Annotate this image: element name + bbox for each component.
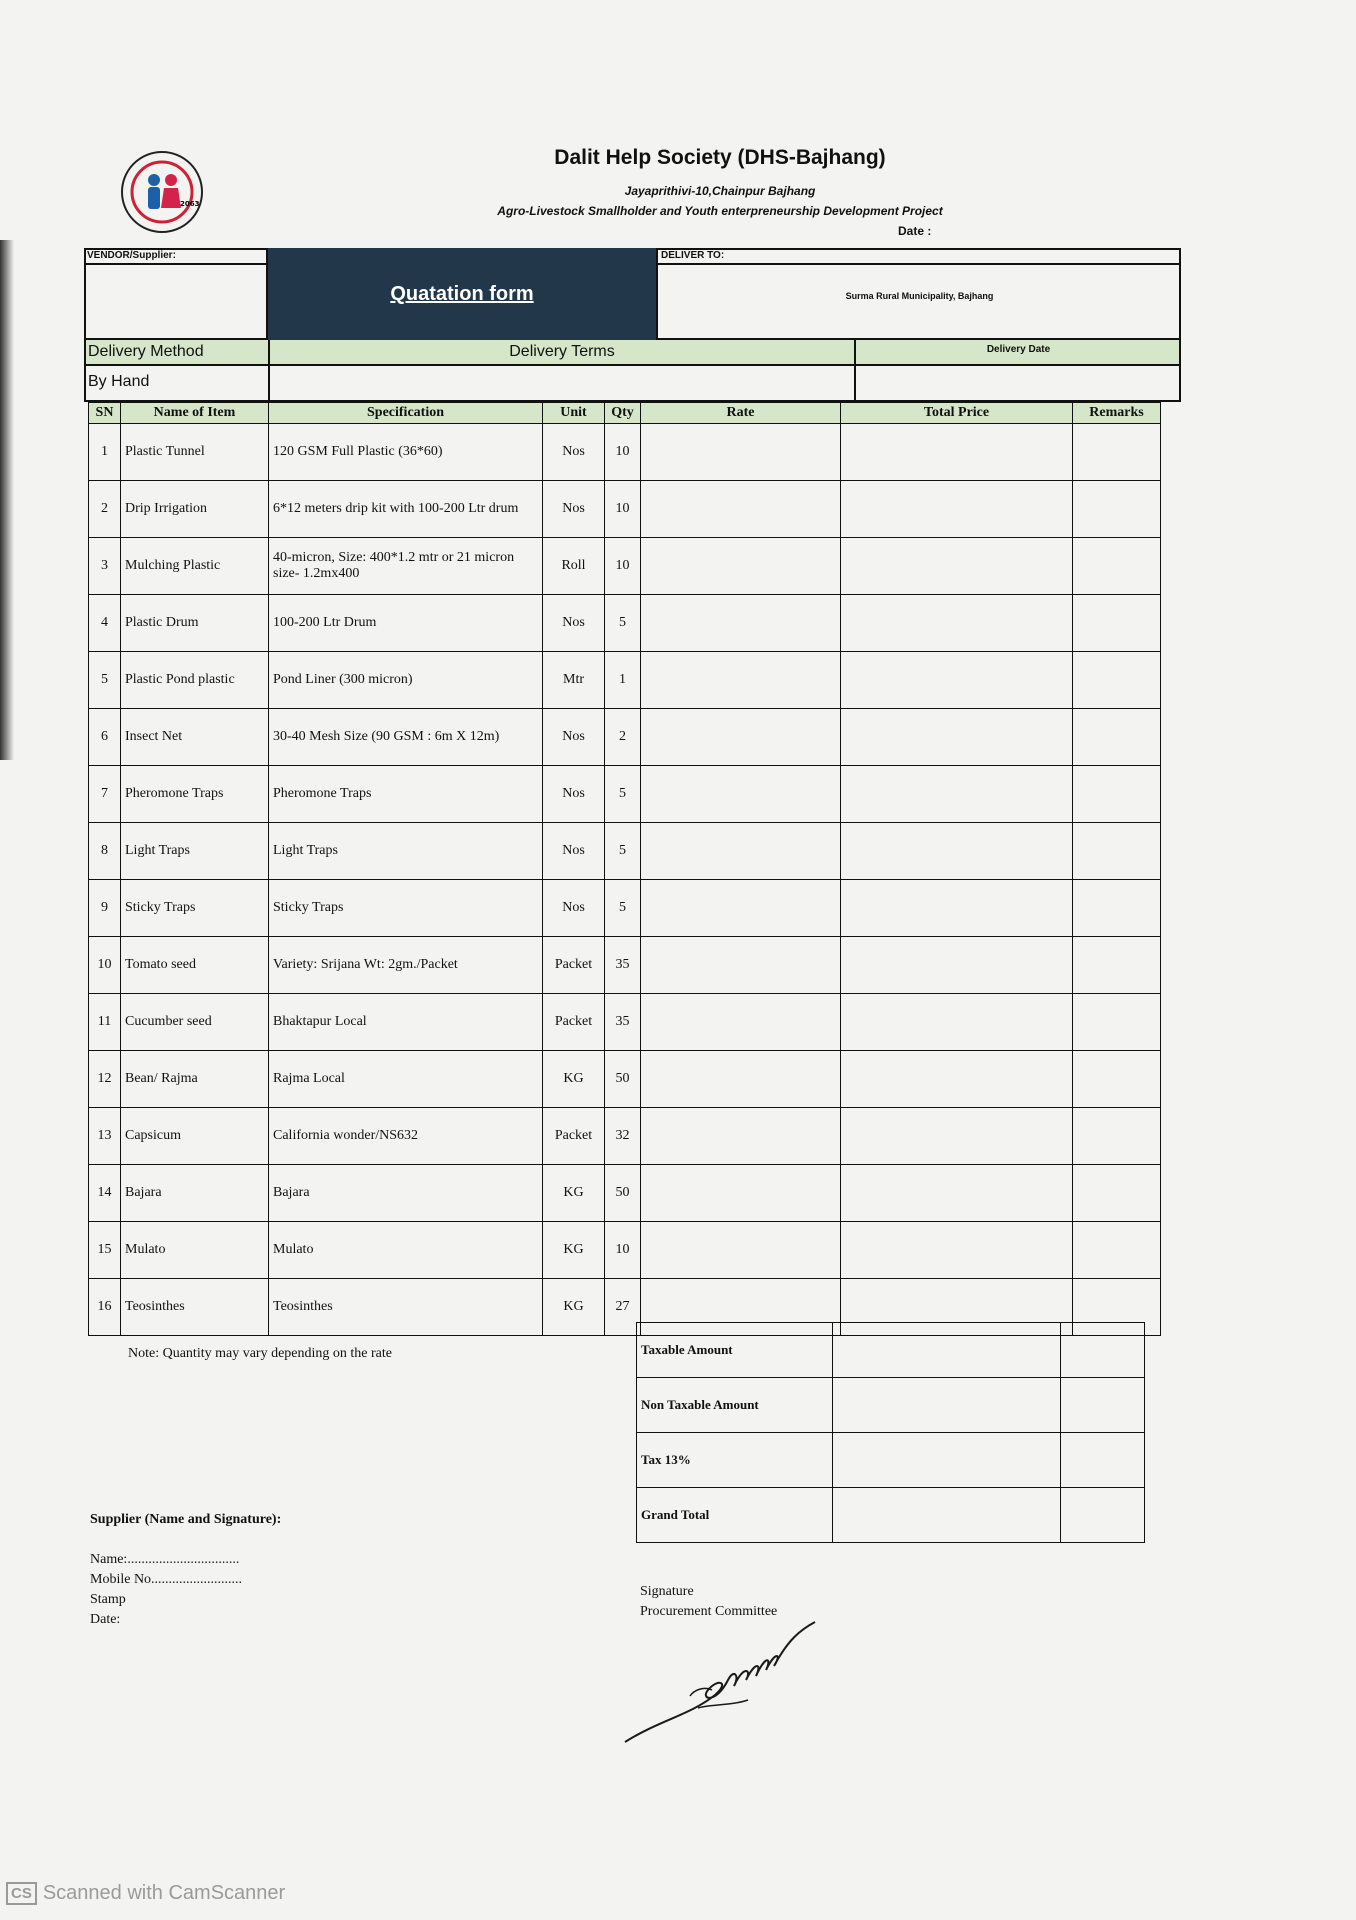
form-title-band — [268, 248, 656, 340]
item-total[interactable] — [841, 1051, 1073, 1108]
items-table — [88, 402, 1161, 1336]
item-sn: 10 — [89, 937, 121, 994]
item-unit: Nos — [543, 766, 605, 823]
item-rate[interactable] — [641, 595, 841, 652]
item-unit: Nos — [543, 709, 605, 766]
totals-value[interactable] — [833, 1378, 1061, 1433]
item-rate[interactable] — [641, 766, 841, 823]
item-unit: Nos — [543, 595, 605, 652]
item-spec: 100-200 Ltr Drum — [269, 595, 543, 652]
totals-extra — [1061, 1488, 1145, 1543]
item-name: Plastic Pond plastic — [121, 652, 269, 709]
item-qty: 32 — [605, 1108, 641, 1165]
item-sn: 12 — [89, 1051, 121, 1108]
item-qty: 2 — [605, 709, 641, 766]
item-rate[interactable] — [641, 424, 841, 481]
table-row — [89, 1165, 1161, 1222]
item-name: Insect Net — [121, 709, 269, 766]
item-name: Tomato seed — [121, 937, 269, 994]
table-row — [89, 652, 1161, 709]
camscanner-logo-icon: CS — [6, 1882, 37, 1905]
camscanner-text: Scanned with CamScanner — [42, 1882, 286, 1904]
table-row — [89, 709, 1161, 766]
item-qty: 10 — [605, 538, 641, 595]
item-unit: KG — [543, 1165, 605, 1222]
table-row — [89, 595, 1161, 652]
signature-label: Signature — [640, 1584, 694, 1599]
item-spec: Rajma Local — [269, 1051, 543, 1108]
item-unit: Nos — [543, 424, 605, 481]
item-name: Teosinthes — [121, 1279, 269, 1336]
delivery-value-row — [84, 366, 1181, 402]
procurement-committee-label: Procurement Committee — [640, 1604, 778, 1619]
item-qty: 5 — [605, 595, 641, 652]
item-rate[interactable] — [641, 538, 841, 595]
item-qty: 5 — [605, 823, 641, 880]
item-sn: 4 — [89, 595, 121, 652]
item-unit: KG — [543, 1222, 605, 1279]
camscanner-watermark — [6, 1882, 285, 1905]
item-qty: 35 — [605, 994, 641, 1051]
item-spec: Pond Liner (300 micron) — [269, 652, 543, 709]
item-total[interactable] — [841, 823, 1073, 880]
table-row — [89, 880, 1161, 937]
item-unit: Nos — [543, 880, 605, 937]
item-unit: Packet — [543, 994, 605, 1051]
table-row — [89, 994, 1161, 1051]
totals-row — [637, 1433, 1145, 1488]
org-name: Dalit Help Society (DHS-Bajhang) — [554, 146, 886, 169]
item-qty: 10 — [605, 1222, 641, 1279]
item-sn: 8 — [89, 823, 121, 880]
item-remarks[interactable] — [1073, 1222, 1161, 1279]
delivery-method-label: Delivery Method — [88, 343, 204, 360]
item-sn: 2 — [89, 481, 121, 538]
item-spec: 30-40 Mesh Size (90 GSM : 6m X 12m) — [269, 709, 543, 766]
col-rate: Rate — [641, 403, 841, 424]
col-qty: Qty — [605, 403, 641, 424]
totals-row — [637, 1378, 1145, 1433]
item-name: Bajara — [121, 1165, 269, 1222]
totals-label: Taxable Amount — [637, 1323, 833, 1378]
item-unit: KG — [543, 1051, 605, 1108]
item-unit: Roll — [543, 538, 605, 595]
col-remarks: Remarks — [1073, 403, 1161, 424]
item-total[interactable] — [841, 1108, 1073, 1165]
item-rate[interactable] — [641, 1108, 841, 1165]
item-total[interactable] — [841, 1222, 1073, 1279]
item-name: Mulching Plastic — [121, 538, 269, 595]
item-sn: 16 — [89, 1279, 121, 1336]
supplier-stamp-field: Stamp — [90, 1592, 126, 1607]
svg-text:2063: 2063 — [180, 200, 200, 208]
item-name: Pheromone Traps — [121, 766, 269, 823]
item-spec: Light Traps — [269, 823, 543, 880]
item-name: Capsicum — [121, 1108, 269, 1165]
totals-label: Grand Total — [637, 1488, 833, 1543]
delivery-terms-label: Delivery Terms — [509, 343, 615, 360]
item-spec: Pheromone Traps — [269, 766, 543, 823]
item-remarks[interactable] — [1073, 595, 1161, 652]
item-sn: 3 — [89, 538, 121, 595]
item-spec: 6*12 meters drip kit with 100-200 Ltr drum — [269, 481, 543, 538]
item-total[interactable] — [841, 538, 1073, 595]
col-spec: Specification — [269, 403, 543, 424]
totals-label: Non Taxable Amount — [637, 1378, 833, 1433]
item-total[interactable] — [841, 766, 1073, 823]
col-name: Name of Item — [121, 403, 269, 424]
item-remarks[interactable] — [1073, 652, 1161, 709]
item-name: Sticky Traps — [121, 880, 269, 937]
table-header-row — [89, 403, 1161, 424]
item-remarks[interactable] — [1073, 481, 1161, 538]
item-remarks[interactable] — [1073, 880, 1161, 937]
item-spec: Bhaktapur Local — [269, 994, 543, 1051]
item-qty: 1 — [605, 652, 641, 709]
col-total: Total Price — [841, 403, 1073, 424]
item-remarks[interactable] — [1073, 994, 1161, 1051]
deliver-to-cell — [656, 248, 1181, 340]
item-rate[interactable] — [641, 1222, 841, 1279]
item-remarks[interactable] — [1073, 1108, 1161, 1165]
item-name: Cucumber seed — [121, 994, 269, 1051]
totals-extra — [1061, 1323, 1145, 1378]
scan-edge-shadow — [0, 240, 14, 760]
item-name: Plastic Drum — [121, 595, 269, 652]
item-unit: Mtr — [543, 652, 605, 709]
item-sn: 5 — [89, 652, 121, 709]
form-title: Quatation form — [390, 282, 534, 305]
item-name: Plastic Tunnel — [121, 424, 269, 481]
deliver-to-label: DELIVER TO: — [658, 248, 1181, 265]
item-total[interactable] — [841, 595, 1073, 652]
item-rate[interactable] — [641, 994, 841, 1051]
col-unit: Unit — [543, 403, 605, 424]
totals-label: Tax 13% — [637, 1433, 833, 1488]
project-name: Agro-Livestock Smallholder and Youth enterpreneurship Development Project — [497, 204, 943, 218]
item-rate[interactable] — [641, 880, 841, 937]
item-unit: Packet — [543, 1108, 605, 1165]
totals-value[interactable] — [833, 1488, 1061, 1543]
date-label: Date : — [898, 224, 932, 238]
delivery-date-label: Delivery Date — [986, 344, 1051, 355]
totals-value[interactable] — [833, 1323, 1061, 1378]
item-spec: Mulato — [269, 1222, 543, 1279]
item-total[interactable] — [841, 424, 1073, 481]
table-row — [89, 1051, 1161, 1108]
table-row — [89, 424, 1161, 481]
table-row — [89, 481, 1161, 538]
item-remarks[interactable] — [1073, 1165, 1161, 1222]
table-row — [89, 538, 1161, 595]
item-qty: 35 — [605, 937, 641, 994]
vendor-cell — [84, 248, 268, 340]
item-total[interactable] — [841, 937, 1073, 994]
item-rate[interactable] — [641, 1165, 841, 1222]
item-total[interactable] — [841, 880, 1073, 937]
supplier-date-field: Date: — [90, 1612, 121, 1627]
item-qty: 10 — [605, 481, 641, 538]
item-sn: 14 — [89, 1165, 121, 1222]
item-name: Bean/ Rajma — [121, 1051, 269, 1108]
item-total[interactable] — [841, 481, 1073, 538]
item-remarks[interactable] — [1073, 766, 1161, 823]
item-spec: California wonder/NS632 — [269, 1108, 543, 1165]
item-total[interactable] — [841, 652, 1073, 709]
table-row — [89, 1108, 1161, 1165]
item-remarks[interactable] — [1073, 823, 1161, 880]
org-address: Jayaprithivi-10,Chainpur Bajhang — [624, 184, 816, 198]
vendor-label: VENDOR/Supplier: — [84, 248, 266, 265]
item-spec: Variety: Srijana Wt: 2gm./Packet — [269, 937, 543, 994]
item-spec: 120 GSM Full Plastic (36*60) — [269, 424, 543, 481]
item-total[interactable] — [841, 1165, 1073, 1222]
item-sn: 9 — [89, 880, 121, 937]
supplier-mobile-field: Mobile No.......................... — [90, 1572, 243, 1587]
table-row — [89, 823, 1161, 880]
item-qty: 50 — [605, 1165, 641, 1222]
table-row — [89, 766, 1161, 823]
item-unit: KG — [543, 1279, 605, 1336]
totals-extra — [1061, 1378, 1145, 1433]
society-logo-icon — [118, 148, 206, 236]
item-unit: Packet — [543, 937, 605, 994]
item-sn: 6 — [89, 709, 121, 766]
col-sn: SN — [89, 403, 121, 424]
item-name: Drip Irrigation — [121, 481, 269, 538]
item-spec: 40-micron, Size: 400*1.2 mtr or 21 micron size- 1.2mx400 — [269, 538, 543, 595]
quantity-note: Note: Quantity may vary depending on the rate — [128, 1346, 392, 1361]
deliver-to-value: Surma Rural Municipality, Bajhang — [845, 291, 994, 301]
item-qty: 50 — [605, 1051, 641, 1108]
item-total[interactable] — [841, 709, 1073, 766]
item-rate[interactable] — [641, 937, 841, 994]
item-spec: Bajara — [269, 1165, 543, 1222]
item-rate[interactable] — [641, 481, 841, 538]
totals-extra — [1061, 1433, 1145, 1488]
delivery-method-value: By Hand — [88, 373, 150, 390]
item-remarks[interactable] — [1073, 709, 1161, 766]
item-name: Light Traps — [121, 823, 269, 880]
item-qty: 5 — [605, 766, 641, 823]
item-sn: 1 — [89, 424, 121, 481]
table-row — [89, 937, 1161, 994]
handwritten-signature — [620, 1620, 820, 1750]
item-rate[interactable] — [641, 823, 841, 880]
table-row — [89, 1222, 1161, 1279]
item-sn: 13 — [89, 1108, 121, 1165]
item-qty: 10 — [605, 424, 641, 481]
item-qty: 5 — [605, 880, 641, 937]
item-rate[interactable] — [641, 1051, 841, 1108]
item-unit: Nos — [543, 823, 605, 880]
totals-row — [637, 1323, 1145, 1378]
totals-value[interactable] — [833, 1433, 1061, 1488]
item-name: Mulato — [121, 1222, 269, 1279]
item-qty: 27 — [605, 1279, 641, 1336]
item-sn: 15 — [89, 1222, 121, 1279]
item-rate[interactable] — [641, 652, 841, 709]
item-remarks[interactable] — [1073, 1051, 1161, 1108]
item-remarks[interactable] — [1073, 424, 1161, 481]
item-spec: Sticky Traps — [269, 880, 543, 937]
item-spec: Teosinthes — [269, 1279, 543, 1336]
item-remarks[interactable] — [1073, 937, 1161, 994]
item-remarks[interactable] — [1073, 538, 1161, 595]
totals-row — [637, 1488, 1145, 1543]
item-total[interactable] — [841, 994, 1073, 1051]
item-sn: 11 — [89, 994, 121, 1051]
supplier-title: Supplier (Name and Signature): — [90, 1512, 282, 1527]
supplier-name-field: Name:................................ — [90, 1552, 240, 1567]
item-sn: 7 — [89, 766, 121, 823]
item-unit: Nos — [543, 481, 605, 538]
totals-table — [636, 1322, 1145, 1543]
item-rate[interactable] — [641, 709, 841, 766]
